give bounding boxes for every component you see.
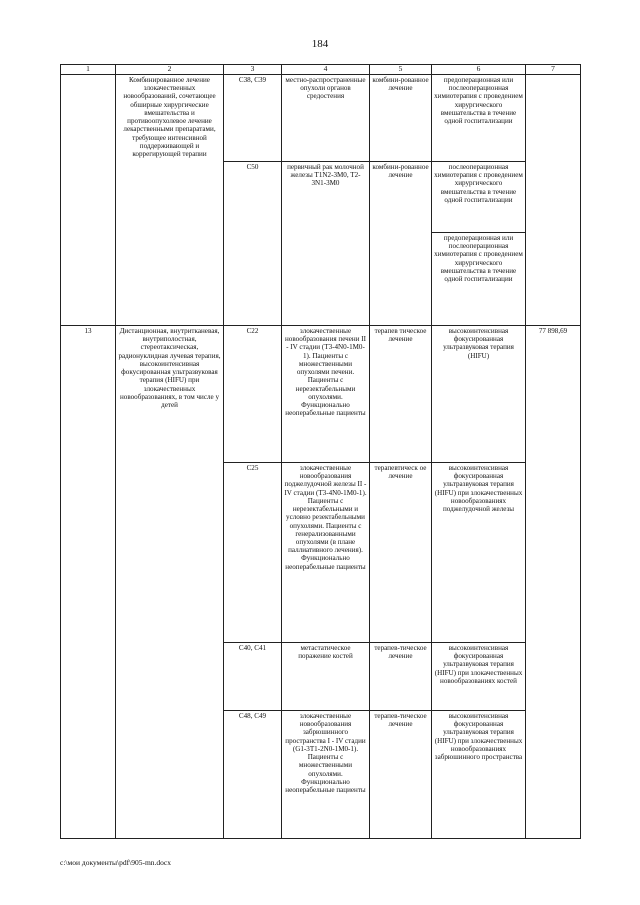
group2-method-name: Дистанционная, внутритканевая, внутриполостная, стереотаксическая, радионуклидная лучевая терапия, высокоинтенсивная фокусированная ультразвуковая терапия (HIFU) при злокачественных новообразованиях, в том числе у детей	[116, 326, 224, 839]
group1-icd-c50: C50	[224, 162, 282, 326]
group1-norm-cell	[526, 75, 581, 326]
header-cell: 1	[61, 65, 116, 75]
header-cell: 3	[224, 65, 282, 75]
table-row	[61, 75, 581, 162]
group1-type-c50: комбини-рованное лечение	[370, 162, 432, 326]
medical-care-table	[60, 64, 581, 839]
header-cell: 7	[526, 65, 581, 75]
group1-method-c50-a: послеоперационная химиотерапия с проведением хирургического вмешательства в течение одной госпитализации	[432, 162, 526, 233]
group2-number-cell: 13	[61, 326, 116, 839]
group2-model-c48: злокачественные новообразования забрюшинного пространства I - IV стадии (G1-3T1-2N0-1M0-1). Пациенты с множественными опухолями. Функционально неоперабельные пациенты	[282, 711, 370, 839]
group2-method-c40: высокоинтенсивная фокусированная ультразвуковая терапия (HIFU) при злокачественных новообразованиях костей	[432, 643, 526, 711]
group2-model-c40: метастатическое поражение костей	[282, 643, 370, 711]
header-cell: 6	[432, 65, 526, 75]
group2-icd-c22: C22	[224, 326, 282, 463]
group1-method-name: Комбинированное лечение злокачественных новообразований, сочетающее обширные хирургические вмешательства и противоопухолевое лечение лекарственными препаратами, требующее интенсивной поддерживающей и коррегирующей терапии	[116, 75, 224, 326]
group1-model-c50: первичный рак молочной железы T1N2-3M0, T2-3N1-3M0	[282, 162, 370, 326]
footer-file-path: c:\мои документы\pdf\905-mn.docx	[60, 858, 171, 867]
group2-icd-c25: C25	[224, 463, 282, 643]
group1-icd-c38: C38, C39	[224, 75, 282, 162]
table-row	[61, 326, 581, 463]
header-row	[61, 65, 581, 75]
header-cell: 4	[282, 65, 370, 75]
group1-type-c38: комбини-рованное лечение	[370, 75, 432, 162]
group2-type-c40: терапев-тическое лечение	[370, 643, 432, 711]
group2-model-c25: злокачественные новообразования поджелудочной железы II - IV стадии (T3-4N0-1M0-1). Пациенты с нерезектабельными и условно резектабельными опухолями. Пациенты с генерализованными опухолями (в плане паллиативного лечения). Функционально неоперабельные пациенты	[282, 463, 370, 643]
header-cell: 5	[370, 65, 432, 75]
group2-norm-cell: 77 898,69	[526, 326, 581, 839]
group1-number-cell	[61, 75, 116, 326]
group2-model-c22: злокачественные новообразования печени II - IV стадии (T3-4N0-1M0-1). Пациенты с множественными опухолями печени. Пациенты с нерезектабельными опухолями. Функционально неоперабельные пациенты	[282, 326, 370, 463]
group2-icd-c40: C40, C41	[224, 643, 282, 711]
group2-method-c25: высокоинтенсивная фокусированная ультразвуковая терапия (HIFU) при злокачественных новообразованиях поджелудочной железы	[432, 463, 526, 643]
page-number: 184	[311, 38, 329, 50]
group1-method-c38: предоперационная или послеоперационная химиотерапия с проведением хирургического вмешательства в течение одной госпитализации	[432, 75, 526, 162]
group1-model-c38: местно-распространенные опухоли органов средостения	[282, 75, 370, 162]
group2-icd-c48: C48, C49	[224, 711, 282, 839]
group2-method-c48: высокоинтенсивная фокусированная ультразвуковая терапия (HIFU) при злокачественных новообразованиях забрюшинного пространства	[432, 711, 526, 839]
group1-method-c50-b: предоперационная или послеоперационная химиотерапия с проведением хирургического вмешательства в течение одной госпитализации	[432, 233, 526, 326]
header-cell: 2	[116, 65, 224, 75]
group2-type-c25: терапевтическ ое лечение	[370, 463, 432, 643]
group2-type-c22: терапев тическое лечение	[370, 326, 432, 463]
group2-method-c22: высокоинтенсивная фокусированная ультразвуковая терапия (HIFU)	[432, 326, 526, 463]
group2-type-c48: терапев-тическое лечение	[370, 711, 432, 839]
